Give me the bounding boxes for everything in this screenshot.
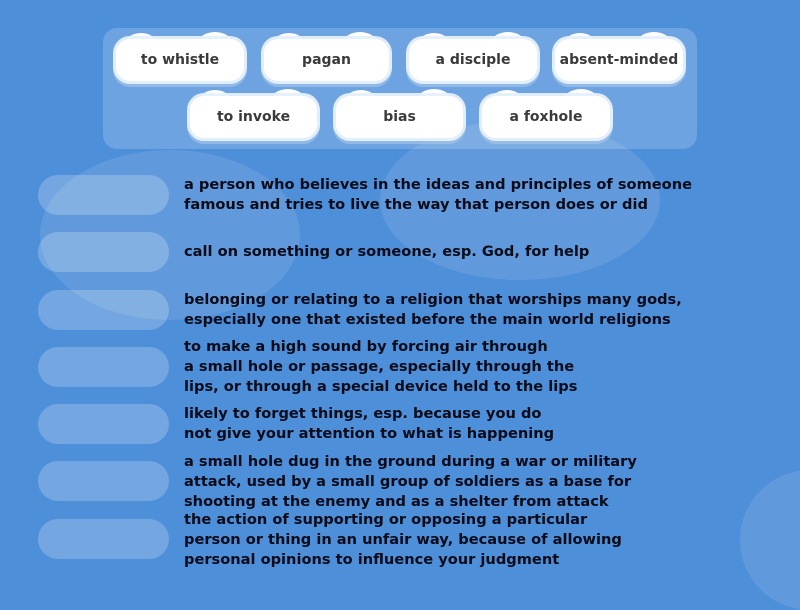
definition-1: a person who believes in the ideas and principles of someone famous and tries to live the way that person does or did xyxy=(184,176,692,213)
drop-slot-4[interactable] xyxy=(38,347,169,387)
drop-slot-1[interactable] xyxy=(38,175,169,215)
tile-a-disciple[interactable] xyxy=(409,39,537,81)
tile-absent-minded[interactable] xyxy=(555,39,683,81)
definition-4: to make a high sound by forcing air through a small hole or passage, especially through the lips, or through a special device held to the lips xyxy=(184,338,578,395)
definition-7: the action of supporting or opposing a particular person or thing in an unfair way, because of allowing personal opinions to influence your judgment xyxy=(184,511,622,568)
tile-label: to whistle xyxy=(140,52,220,68)
drop-slot-3[interactable] xyxy=(38,290,169,330)
tile-label: a disciple xyxy=(435,52,511,68)
definition-5: likely to forget things, esp. because you do not give your attention to what is happening xyxy=(184,405,555,442)
tile-bias[interactable] xyxy=(336,96,463,138)
drop-slot-5[interactable] xyxy=(38,404,169,444)
drop-slot-7[interactable] xyxy=(38,519,169,559)
tile-pagan[interactable] xyxy=(264,39,389,81)
definition-2: call on something or someone, esp. God, for help xyxy=(184,243,590,260)
tile-label: to invoke xyxy=(216,109,291,125)
tile-label: a foxhole xyxy=(509,109,583,125)
definition-3: belonging or relating to a religion that worships many gods, especially one that existed before the main world religions xyxy=(184,291,682,328)
tile-to-whistle[interactable] xyxy=(116,39,244,81)
drop-slot-6[interactable] xyxy=(38,461,169,501)
tile-label: bias xyxy=(383,109,416,125)
tile-label: absent-minded xyxy=(559,52,679,68)
background-cloud xyxy=(740,470,800,610)
drop-slot-2[interactable] xyxy=(38,232,169,272)
definition-6: a small hole dug in the ground during a war or military attack, used by a small group of soldiers as a base for shooting at the enemy and as a shelter from attack xyxy=(184,453,637,510)
tile-label: pagan xyxy=(302,52,351,68)
tile-to-invoke[interactable] xyxy=(190,96,317,138)
tile-a-foxhole[interactable] xyxy=(482,96,610,138)
